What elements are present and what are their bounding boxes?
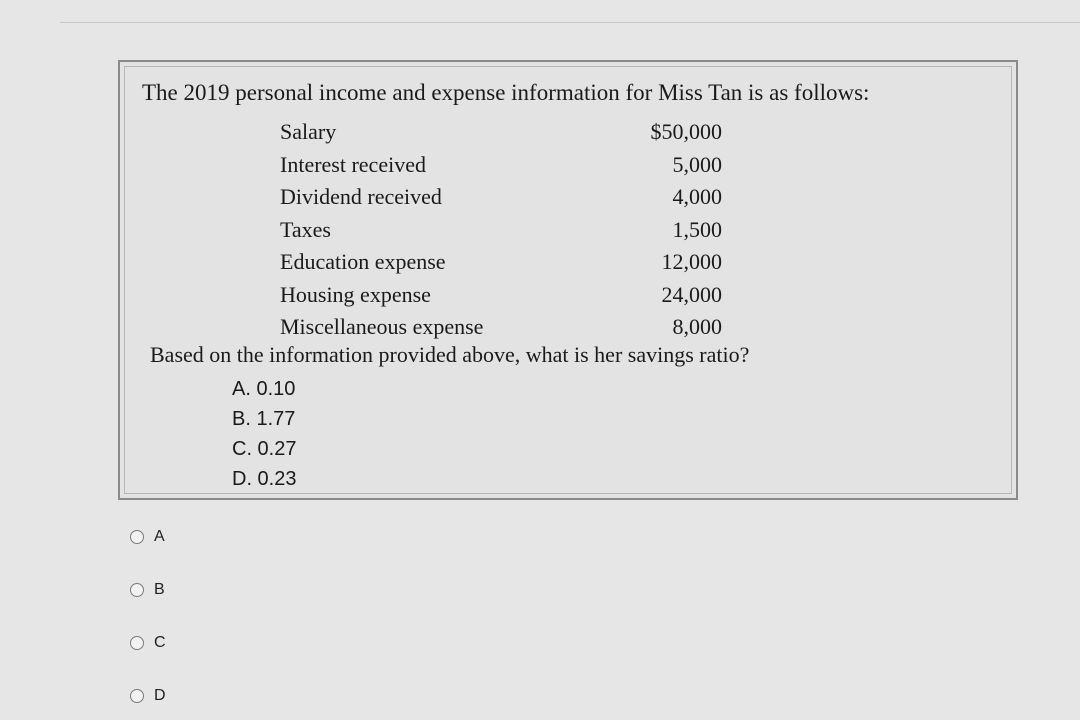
question-text: Based on the information provided above, what is her savings ratio?: [150, 342, 750, 367]
radio-button-icon[interactable]: [130, 689, 144, 703]
question-image: [118, 60, 1018, 500]
table-row: [280, 246, 722, 279]
radio-button-icon[interactable]: [130, 583, 144, 597]
item-label: Dividend received: [280, 184, 442, 209]
item-label: Education expense: [280, 249, 446, 274]
item-label: Taxes: [280, 216, 331, 242]
item-label: Miscellaneous expense: [280, 314, 484, 339]
choice-text: C. 0.27: [232, 438, 297, 460]
top-divider: [60, 22, 1080, 23]
answer-radio-group: [130, 510, 166, 720]
item-amount: 24,000: [661, 281, 722, 307]
choice-text: B. 1.77: [232, 408, 296, 430]
table-row: [280, 279, 722, 312]
radio-button-icon[interactable]: [130, 636, 144, 650]
table-row: [280, 149, 722, 182]
item-amount: 4,000: [672, 184, 722, 209]
answer-label: D: [154, 686, 166, 704]
answer-label: B: [154, 580, 165, 598]
answer-label: C: [154, 633, 166, 651]
table-row: [280, 214, 722, 247]
item-amount: 8,000: [672, 314, 722, 339]
choice-list: [232, 374, 296, 494]
answer-option-b[interactable]: [130, 563, 166, 616]
answer-option-a[interactable]: [130, 510, 166, 563]
table-row: [280, 181, 722, 214]
item-label: Housing expense: [280, 281, 431, 307]
item-label: Salary: [280, 119, 337, 144]
item-label: Interest received: [280, 151, 426, 177]
answer-option-c[interactable]: [130, 616, 166, 669]
item-amount: 1,500: [672, 216, 722, 242]
table-row: [280, 116, 722, 149]
question-intro: The 2019 personal income and expense information for Miss Tan is as follows:: [142, 80, 870, 105]
answer-label: A: [154, 527, 165, 545]
item-amount: 12,000: [661, 249, 722, 274]
radio-button-icon[interactable]: [130, 530, 144, 544]
income-expense-table: [280, 116, 722, 344]
item-amount: 5,000: [672, 151, 722, 177]
choice-text: D. 0.23: [232, 468, 297, 490]
answer-option-d[interactable]: [130, 669, 166, 720]
choice-text: A. 0.10: [232, 378, 296, 400]
table-row: [280, 311, 722, 344]
item-amount: $50,000: [650, 119, 722, 144]
